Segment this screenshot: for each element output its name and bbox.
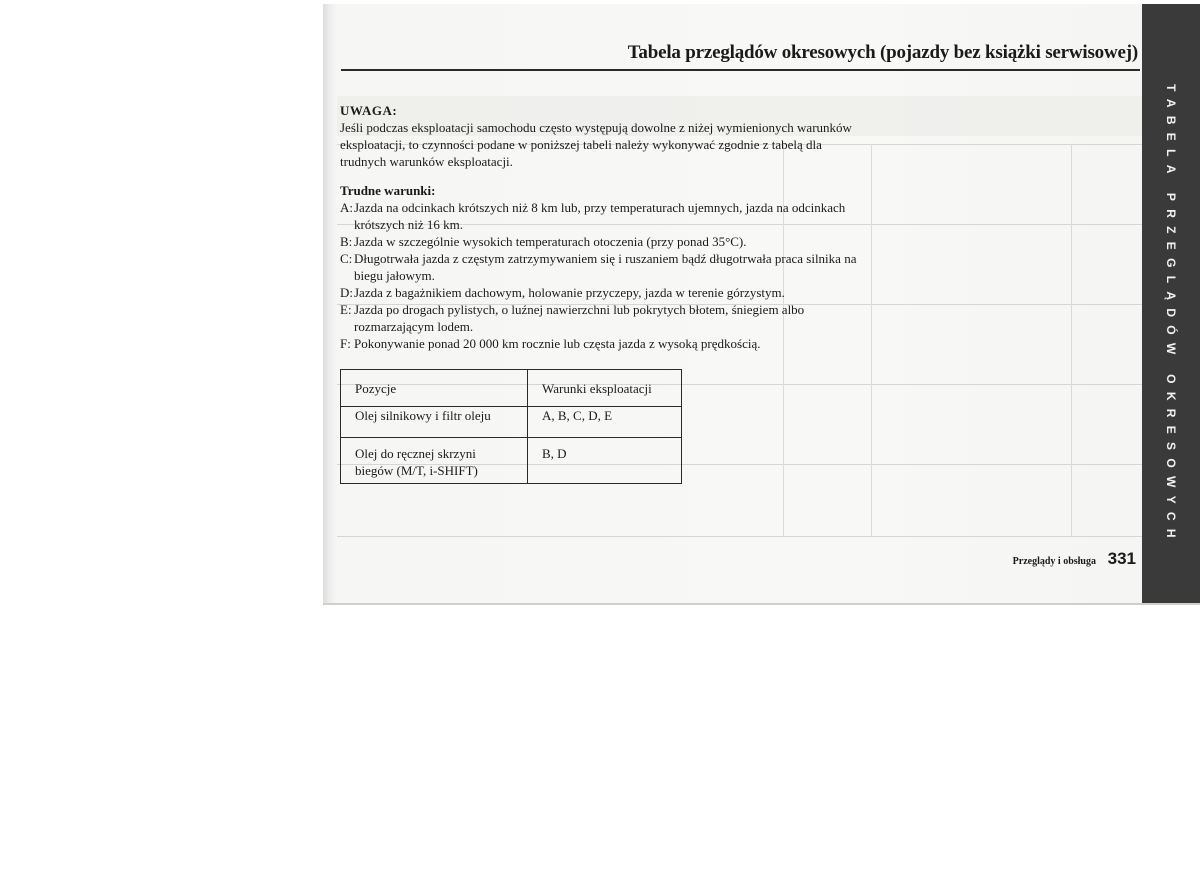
condition-item (340, 199, 860, 233)
page-bottom-edge (323, 603, 1200, 605)
condition-item (340, 301, 860, 335)
bleed-through-vline (871, 144, 872, 536)
table-header-cell: Pozycje (341, 370, 528, 407)
condition-text: Jazda po drogach pylistych, o luźnej nawierzchni lub pokrytych błotem, śniegiem albo rozmarzającym lodem. (354, 302, 805, 334)
condition-text: Długotrwała jazda z częstym zatrzymywaniem się i ruszaniem bądź długotrwała praca silnika na biegu jałowym. (354, 251, 857, 283)
note-title: UWAGA: (340, 103, 398, 118)
condition-key: F: (340, 336, 351, 351)
condition-key: B: (340, 234, 353, 249)
header-rule (341, 69, 1140, 71)
table-cell-item: Olej do ręcznej skrzyni biegów (M/T, i-SHIFT) (341, 438, 528, 484)
note-text: Jeśli podczas eksploatacji samochodu często występują dowolne z niżej wymienionych warunków eksploatacji, to czynności podane w poniższej tabeli należy wykonywać zgodnie z tabelą dla trudnych warunków eksploatacji. (340, 120, 852, 169)
condition-key: C: (340, 251, 353, 266)
condition-item (340, 284, 860, 301)
bleed-through-line (337, 536, 1167, 537)
table-cell-conditions: A, B, C, D, E (528, 407, 682, 438)
condition-item (340, 250, 860, 284)
table-row (341, 438, 682, 484)
page-number: 331 (1107, 549, 1136, 568)
condition-text: Jazda na odcinkach krótszych niż 8 km lub, przy temperaturach ujemnych, jazda na odcinkach krótszych niż 16 km. (354, 200, 846, 232)
side-tab-label: TABELA PRZEGLĄDÓW OKRESOWYCH (1164, 84, 1178, 546)
table-header-row (341, 370, 682, 407)
footer-section-label: Przeglądy i obsługa (1012, 556, 1096, 567)
condition-text: Jazda w szczególnie wysokich temperaturach otoczenia (przy ponad 35°C). (354, 234, 747, 249)
conditions-title: Trudne warunki: (340, 183, 436, 198)
condition-text: Pokonywanie ponad 20 000 km rocznie lub częsta jazda z wysoką prędkością. (354, 336, 761, 351)
condition-item (340, 233, 860, 250)
conditions-table (340, 369, 682, 484)
note-section (340, 102, 860, 352)
bleed-through-vline (1071, 144, 1072, 536)
condition-text: Jazda z bagażnikiem dachowym, holowanie przyczepy, jazda w terenie górzystym. (354, 285, 785, 300)
condition-item (340, 335, 860, 352)
condition-key: A: (340, 200, 353, 215)
table-cell-item: Olej silnikowy i filtr oleju (341, 407, 528, 438)
page-title: Tabela przeglądów okresowych (pojazdy bez książki serwisowej) (627, 42, 1138, 63)
table-row (341, 407, 682, 438)
condition-key: D: (340, 285, 353, 300)
table-header-cell: Warunki eksploatacji (528, 370, 682, 407)
condition-key: E: (340, 302, 352, 317)
table-cell-conditions: B, D (528, 438, 682, 484)
